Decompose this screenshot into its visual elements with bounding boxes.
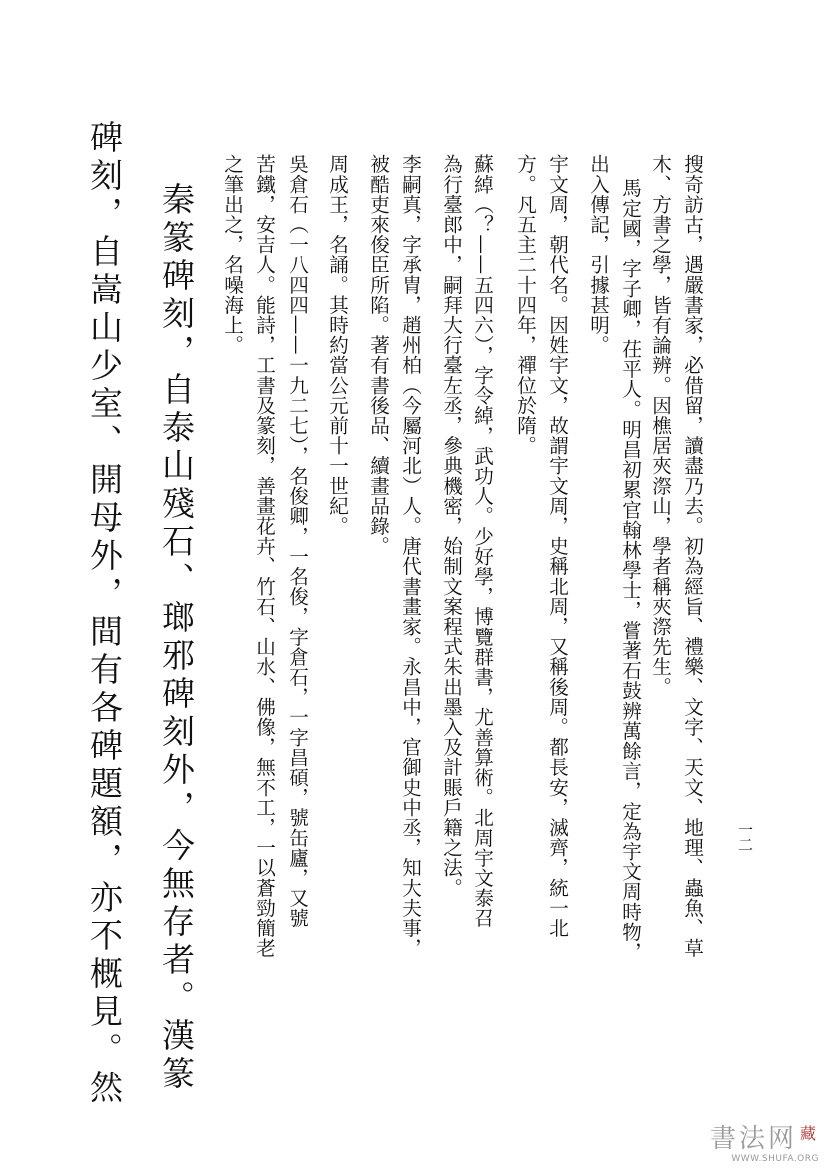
watermark-seal: 藏	[799, 1124, 819, 1143]
note-line: 搜奇訪古，遇嚴書家，必借留，讀盡乃去。初為經旨、禮樂、文字、天文、地理、蟲魚、草	[680, 154, 704, 958]
note-line: 苦鐵，安吉人。能詩，工書及篆刻，善畫花卉、竹石、山水、佛像，無不工，一以蒼勁簡老	[252, 154, 276, 958]
page-number: 一二	[736, 822, 754, 852]
main-text-line: 碑刻，自嵩山少室、開母外，間有各碑題額，亦不概見。然	[85, 120, 124, 1108]
note-line: 周成王，名誦。其時約當公元前十一世紀。	[325, 154, 349, 536]
note-line: 馬定國，字子卿，茌平人。明昌初累官翰林學士，嘗著石鼓辨萬餘言，定為宇文周時物，	[618, 178, 642, 962]
note-line: 蘇綽（？——五四六），字令綽，武功人。少好學，博覽群書，尤善算術。北周宇文泰召	[470, 154, 494, 929]
note-line: 吳倉石（一八四四——一九二七），名俊卿，一名俊，字倉石，一字昌碩，號缶廬，又號	[285, 154, 309, 929]
main-text-line: 秦篆碑刻，自泰山殘石、瑯邪碑刻外，今無存者。漢篆	[157, 182, 196, 1094]
watermark-name: 書法网	[709, 1124, 797, 1154]
note-line: 為行臺郎中，嗣拜大行臺左丞，參典機密，始制文案程式朱出墨入及計賬戶籍之法。	[439, 154, 463, 898]
note-line: 木、方書之學，皆有論辨。因樵居夾漈山，學者稱夾漈先生。	[648, 154, 672, 697]
watermark-logo	[710, 1126, 819, 1164]
note-line: 之筆出之，名噪海上。	[220, 154, 244, 355]
watermark-url: WWW.SHUFA.ORG	[731, 1154, 819, 1164]
note-line: 方。凡五主二十四年，禪位於隋。	[513, 154, 537, 456]
note-line: 李嗣真，字承胄，趙州柏（今屬河北）人。唐代書畫家。永昌中，官御史中丞，知大夫事，	[398, 154, 422, 958]
note-line: 出入傳記，引據甚明。	[586, 154, 610, 355]
note-line: 宇文周，朝代名。因姓宇文，故謂宇文周，史稱北周，又稱後周。都長安，滅齊，統一北	[545, 154, 569, 938]
note-line: 被酷吏來俊臣所陷。著有書後品、續畫品錄。	[366, 154, 390, 556]
